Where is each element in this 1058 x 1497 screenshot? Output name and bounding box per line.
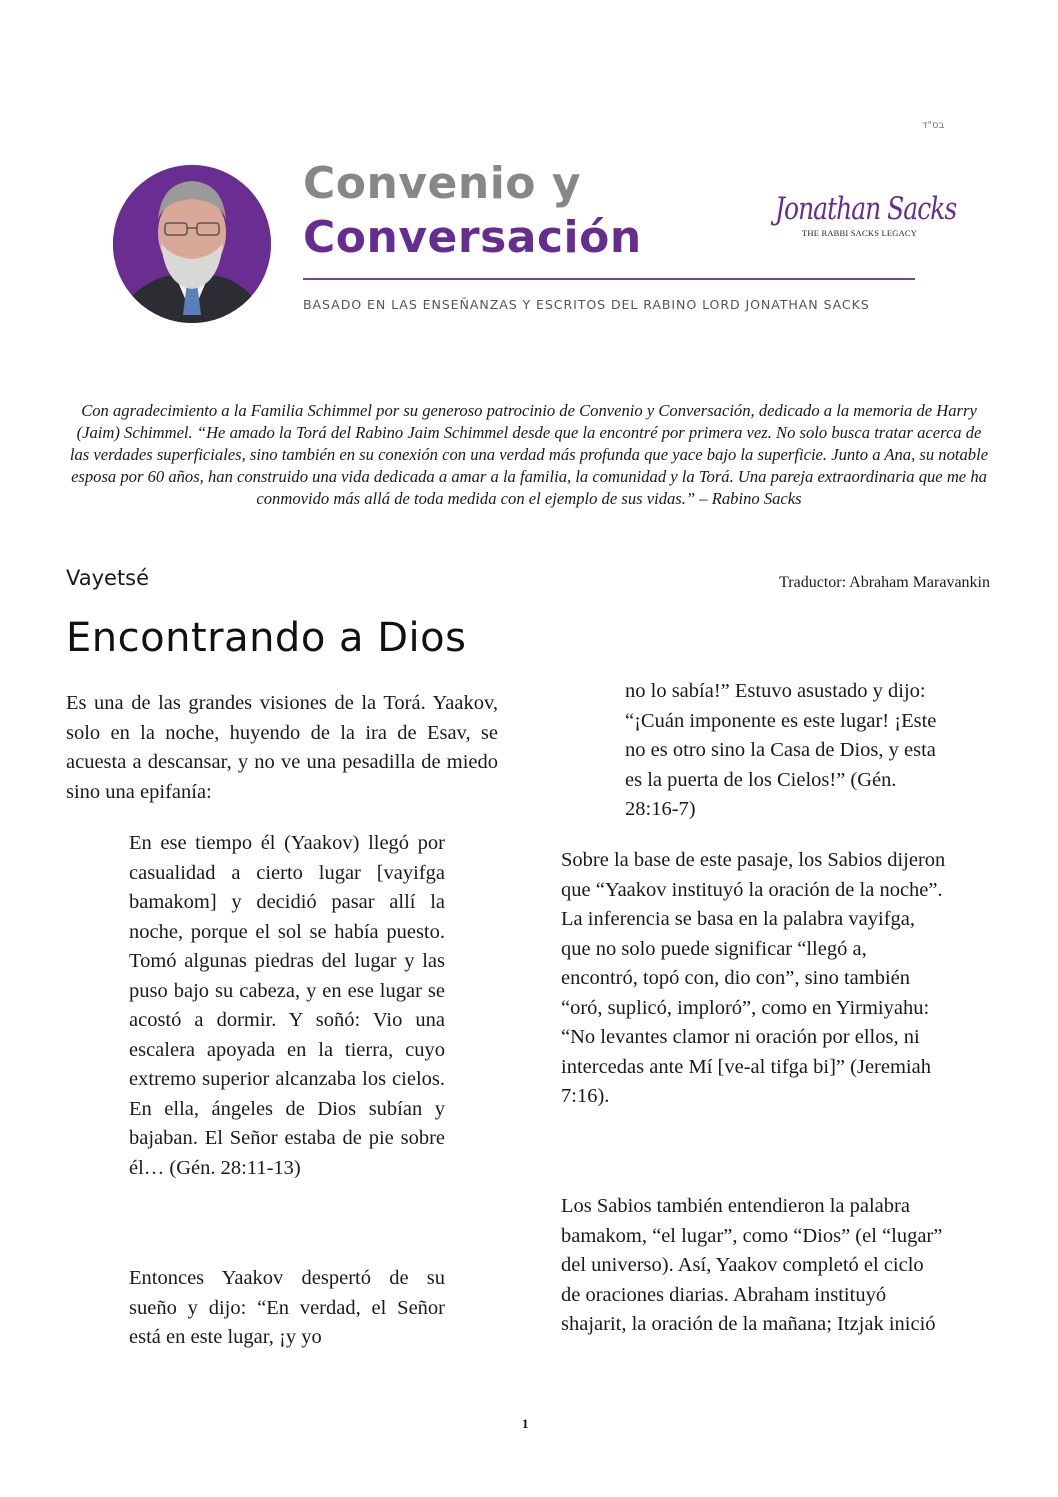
jonathan-sacks-signature-logo: Jonathan Sacks <box>775 190 957 227</box>
hebrew-bsd-mark: בס"ד <box>922 120 945 131</box>
sages-paragraph: Sobre la base de este pasaje, los Sabios dijeron que “Yaakov instituyó la oración de la noche”. La inferencia se basa en la palabra vayifga, que no solo puede significar “llegó a, encontró, topó con, dio con”, sino también “oró, suplicó, imploró”, como en Yirmiyahu: “No levantes clamor ni oración por ellos, ni intercedas ante Mí [ve-al tifga bi]” (Jeremiah 7:16). <box>561 849 946 1107</box>
header-divider <box>303 278 915 280</box>
rabbi-sacks-portrait <box>113 165 271 323</box>
parasha-name: Vayetsé <box>66 566 150 590</box>
intro-paragraph: Es una de las grandes visiones de la Torá. Yaakov, solo en la noche, huyendo de la ira de Esav, se acuesta a descansar, y no ve una pesadilla de miedo sino una epifanía: <box>66 692 498 803</box>
portrait-illustration-icon <box>113 165 271 323</box>
genesis-quote-awakening-end: no lo sabía!” Estuvo asustado y dijo: “¡Cuán imponente es este lugar! ¡Este no es otro sino la Casa de Dios, y esta es la puerta de los Cielos!” (Gén. 28:16-7) <box>625 680 937 820</box>
rabbi-sacks-legacy-label: THE RABBI SACKS LEGACY <box>802 228 918 238</box>
page-number: 1 <box>522 1416 529 1431</box>
bamakom-paragraph: Los Sabios también entendieron la palabra bamakom, “el lugar”, como “Dios” (el “lugar” del universo). Así, Yaakov completó el ciclo de oraciones diarias. Abraham instituyó shajarit, la oración de la mañana; Itzjak inició <box>561 1195 943 1335</box>
dedication-note: Con agradecimiento a la Familia Schimmel por su generoso patrocinio de Convenio y Conversación, dedicado a la memoria de Harry (Jaim) Schimmel. “He amado la Torá del Rabino Jaim Schimmel desde que la encontré por primera vez. No solo busca tratar acerca de las verdades superficiales, sino también en su conexión con una verdad más profunda que yace bajo la superficie. Junto a Ana, su notable esposa por 60 años, han construido una vida dedicada a amar a la familia, la comunidad y la Torá. Una pareja extraordinaria que me ha conmovido más allá de toda medida con el ejemplo de sus vidas.” – Rabino Sacks <box>69 400 989 508</box>
genesis-quote-dream: En ese tiempo él (Yaakov) llegó por casualidad a cierto lugar [vayifga bamakom] y decidió pasar allí la noche, porque el sol se había puesto. Tomó algunas piedras del lugar y las puso bajo su cabeza, y en ese lugar se acostó a dormir. Y soñó: Vio una escalera apoyada en la tierra, cuyo extremo superior alcanzaba los cielos. En ella, ángeles de Dios subían y bajaban. El Señor estaba de pie sobre él… (Gén. 28:11-13) <box>129 832 445 1179</box>
article-title: Encontrando a Dios <box>66 615 467 661</box>
brand-subtitle: BASADO EN LAS ENSEÑANZAS Y ESCRITOS DEL RABINO LORD JONATHAN SACKS <box>303 297 870 312</box>
translator-credit: Traductor: Abraham Maravankin <box>779 574 990 591</box>
brand-title-line1: Convenio y <box>303 158 582 209</box>
brand-title-line2: Conversación <box>303 212 642 263</box>
genesis-quote-awakening-start: Entonces Yaakov despertó de su sueño y dijo: “En verdad, el Señor está en este lugar, ¡y yo <box>129 1267 445 1348</box>
